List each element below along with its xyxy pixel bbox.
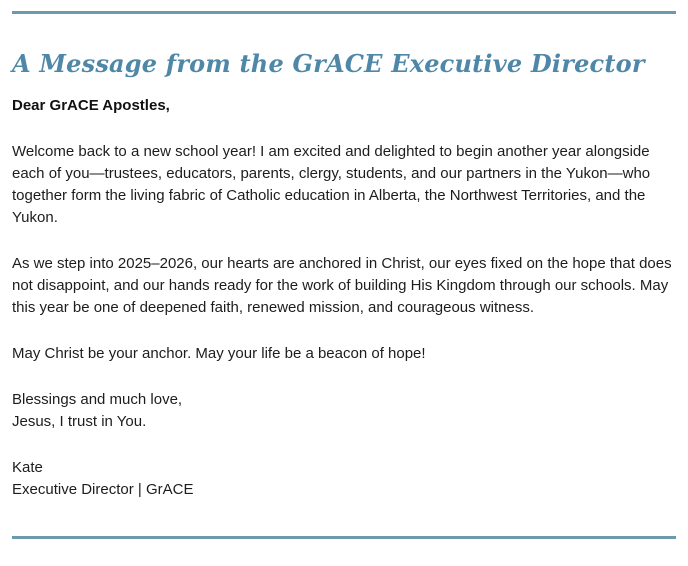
paragraph-anchor: May Christ be your anchor. May your life be a beacon of hope! bbox=[12, 344, 426, 362]
salutation: Dear GrACE Apostles, bbox=[12, 96, 170, 114]
signature-title: Executive Director | GrACE bbox=[12, 480, 194, 498]
bottom-divider bbox=[12, 536, 676, 539]
paragraph-welcome: Welcome back to a new school year! I am excited and delighted to begin another year alongside each of you—trustees, educators, parents, clergy, students, and our partners in the Yukon—who together form the living fabric of Catholic education in Alberta, the Northwest Territories, and the Yukon. bbox=[12, 142, 651, 226]
top-divider bbox=[12, 11, 676, 14]
closing-line-1: Blessings and much love, bbox=[12, 390, 183, 408]
section-heading: A Message from the GrACE Executive Director bbox=[12, 49, 645, 78]
closing-line-2: Jesus, I trust in You. bbox=[12, 412, 147, 430]
signature-name: Kate bbox=[12, 458, 43, 476]
signature-block bbox=[12, 457, 676, 501]
paragraph-new-year: As we step into 2025–2026, our hearts are anchored in Christ, our eyes fixed on the hope that does not disappoint, and our hands ready for the work of building His Kingdom through our schools. May this year be one of deepened faith, renewed mission, and courageous witness. bbox=[12, 254, 672, 316]
closing-block bbox=[12, 389, 676, 433]
